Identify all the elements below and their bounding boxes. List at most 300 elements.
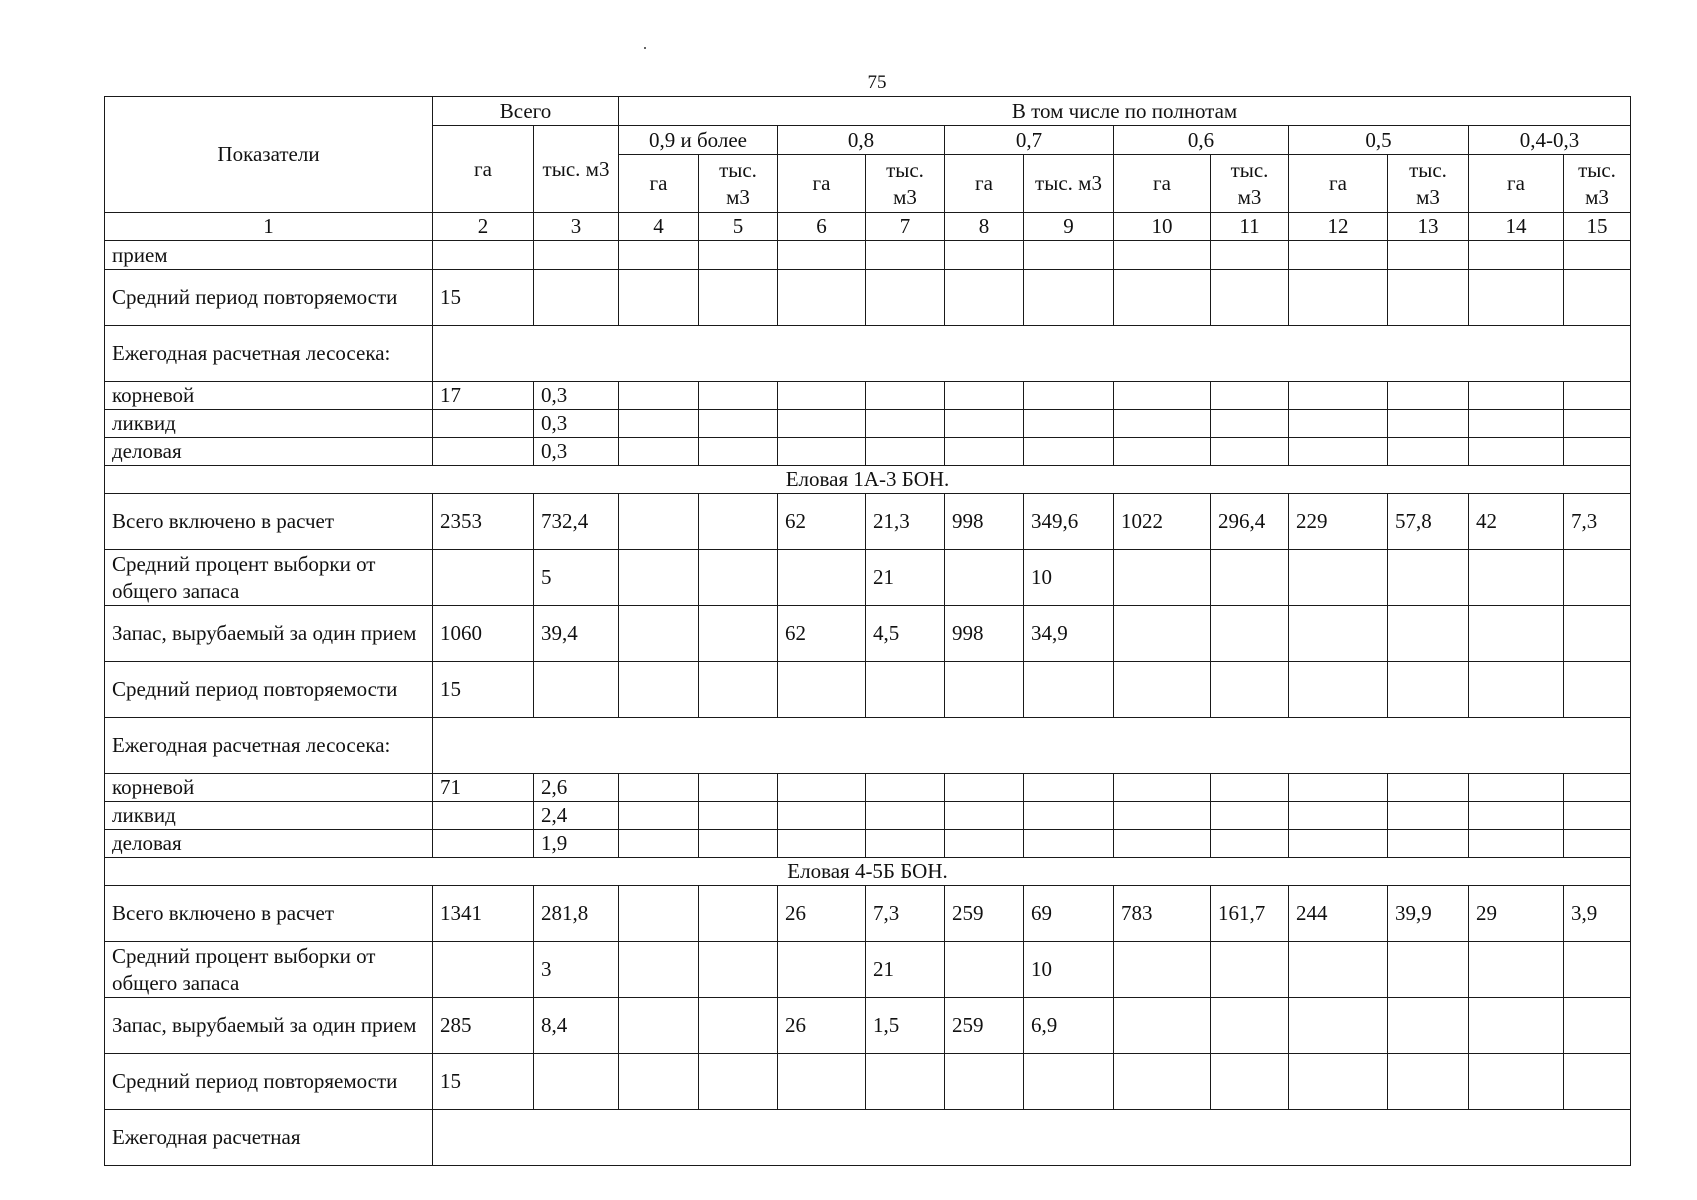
table-row (105, 774, 1631, 802)
row-label: Ежегодная расчетная лесосека: (105, 718, 433, 774)
table-cell (945, 830, 1024, 858)
table-cell (778, 662, 866, 718)
table-cell (1388, 1054, 1469, 1110)
table-cell (1388, 802, 1469, 830)
table-cell (1211, 998, 1289, 1054)
table-cell (1388, 270, 1469, 326)
table-cell (699, 998, 778, 1054)
row-label: ликвид (105, 410, 433, 438)
column-number: 13 (1388, 213, 1469, 241)
table-row (105, 942, 1631, 998)
table-cell (534, 270, 619, 326)
column-number: 1 (105, 213, 433, 241)
header-density-3-vol: тыс. м3 (1211, 155, 1289, 213)
header-total-vol: тыс. м3 (534, 126, 619, 213)
table-row (105, 1054, 1631, 1110)
table-cell (1564, 830, 1631, 858)
header-density-0: 0,9 и более (619, 126, 778, 155)
table-cell (619, 270, 699, 326)
table-cell (1469, 942, 1564, 998)
merged-cell (433, 1110, 1631, 1166)
table-cell (1564, 410, 1631, 438)
table-cell (778, 270, 866, 326)
column-number: 3 (534, 213, 619, 241)
table-cell (778, 550, 866, 606)
table-cell: 69 (1024, 886, 1114, 942)
table-cell (1388, 942, 1469, 998)
row-label: Средний период повторяемости (105, 1054, 433, 1110)
table-cell: 39,4 (534, 606, 619, 662)
table-cell (1114, 438, 1211, 466)
row-label: корневой (105, 382, 433, 410)
table-cell (699, 494, 778, 550)
table-cell (1469, 241, 1564, 270)
table-cell (1211, 241, 1289, 270)
table-row (105, 886, 1631, 942)
table-cell (1564, 1054, 1631, 1110)
table-cell: 3,9 (1564, 886, 1631, 942)
header-density-5-ha: га (1469, 155, 1564, 213)
table-cell: 10 (1024, 550, 1114, 606)
table-cell (1114, 830, 1211, 858)
row-label: Всего включено в расчет (105, 886, 433, 942)
table-cell (699, 438, 778, 466)
table-cell (1114, 606, 1211, 662)
table-cell: 244 (1289, 886, 1388, 942)
table-row (105, 410, 1631, 438)
table-cell (1289, 550, 1388, 606)
table-row (105, 438, 1631, 466)
row-label: ликвид (105, 802, 433, 830)
table-cell (1289, 942, 1388, 998)
table-cell (1289, 438, 1388, 466)
table-cell: 161,7 (1211, 886, 1289, 942)
table-cell (778, 438, 866, 466)
table-cell (699, 942, 778, 998)
table-cell (866, 410, 945, 438)
table-cell: 3 (534, 942, 619, 998)
table-cell (1388, 382, 1469, 410)
table-cell (433, 802, 534, 830)
column-number: 2 (433, 213, 534, 241)
table-cell (1289, 410, 1388, 438)
table-cell: 259 (945, 998, 1024, 1054)
table-cell (866, 382, 945, 410)
table-cell (699, 241, 778, 270)
table-cell (945, 662, 1024, 718)
header-density-2-vol: тыс. м3 (1024, 155, 1114, 213)
table-cell (1564, 382, 1631, 410)
header-density-5: 0,4-0,3 (1469, 126, 1631, 155)
table-cell (945, 438, 1024, 466)
table-cell (945, 550, 1024, 606)
table-cell (699, 830, 778, 858)
table-cell (1469, 410, 1564, 438)
table-cell: 349,6 (1024, 494, 1114, 550)
table-cell (433, 942, 534, 998)
table-cell (1114, 662, 1211, 718)
table-cell: 1022 (1114, 494, 1211, 550)
table-cell (1388, 438, 1469, 466)
table-cell (866, 802, 945, 830)
table-cell (1024, 241, 1114, 270)
table-cell (1289, 606, 1388, 662)
table-cell (433, 830, 534, 858)
table-cell: 0,3 (534, 410, 619, 438)
row-label: Средний процент выборки от общего запаса (105, 550, 433, 606)
row-label: деловая (105, 438, 433, 466)
page-number: 75 (867, 72, 887, 93)
row-label: Средний период повторяемости (105, 662, 433, 718)
table-cell (778, 774, 866, 802)
table-cell: 2,4 (534, 802, 619, 830)
section-row (105, 466, 1631, 494)
table-cell (1114, 774, 1211, 802)
table-cell: 15 (433, 662, 534, 718)
table-cell (866, 270, 945, 326)
table-cell (1469, 998, 1564, 1054)
table-cell (1024, 802, 1114, 830)
column-number: 7 (866, 213, 945, 241)
table-cell (1024, 410, 1114, 438)
header-density-1: 0,8 (778, 126, 945, 155)
table-cell (866, 1054, 945, 1110)
table-cell (1289, 662, 1388, 718)
column-number: 5 (699, 213, 778, 241)
scan-dot (644, 47, 646, 49)
table-cell (699, 774, 778, 802)
row-label: Запас, вырубаемый за один прием (105, 998, 433, 1054)
table-cell (1469, 382, 1564, 410)
table-cell (619, 438, 699, 466)
table-cell: 21 (866, 550, 945, 606)
table-cell (1469, 550, 1564, 606)
table-cell: 229 (1289, 494, 1388, 550)
table-row (105, 606, 1631, 662)
table-cell (1289, 830, 1388, 858)
table-cell: 281,8 (534, 886, 619, 942)
table-cell (534, 241, 619, 270)
table-cell: 4,5 (866, 606, 945, 662)
table-cell (619, 1054, 699, 1110)
table-cell: 7,3 (866, 886, 945, 942)
table-cell: 34,9 (1024, 606, 1114, 662)
table-cell (778, 802, 866, 830)
table-cell (1564, 241, 1631, 270)
table-cell: 1060 (433, 606, 534, 662)
table-cell (1388, 241, 1469, 270)
table-cell (778, 241, 866, 270)
table-row (105, 241, 1631, 270)
table-cell (699, 886, 778, 942)
table-cell (1024, 270, 1114, 326)
table-cell: 296,4 (1211, 494, 1289, 550)
table-cell: 1,5 (866, 998, 945, 1054)
table-cell: 15 (433, 1054, 534, 1110)
row-label: Средний процент выборки от общего запаса (105, 942, 433, 998)
table-cell (866, 662, 945, 718)
table-cell (1114, 270, 1211, 326)
table-cell (1564, 998, 1631, 1054)
table-cell (619, 382, 699, 410)
table-cell (1388, 830, 1469, 858)
table-cell: 5 (534, 550, 619, 606)
row-label: Ежегодная расчетная (105, 1110, 433, 1166)
header-density-0-ha: га (619, 155, 699, 213)
table-cell: 7,3 (1564, 494, 1631, 550)
table-cell (945, 942, 1024, 998)
section-row (105, 858, 1631, 886)
table-cell (945, 410, 1024, 438)
table-cell (1289, 382, 1388, 410)
row-label: Всего включено в расчет (105, 494, 433, 550)
table-cell (1024, 774, 1114, 802)
table-cell (1024, 1054, 1114, 1110)
table-cell (1564, 270, 1631, 326)
table-cell (866, 241, 945, 270)
table-cell: 39,9 (1388, 886, 1469, 942)
table-cell (699, 662, 778, 718)
table-cell: 62 (778, 494, 866, 550)
table-cell (534, 1054, 619, 1110)
table-cell (1211, 438, 1289, 466)
header-total: Всего (433, 97, 619, 126)
table-cell (1388, 410, 1469, 438)
merged-cell (433, 326, 1631, 382)
table-cell (1388, 774, 1469, 802)
table-cell (699, 382, 778, 410)
table-cell (1211, 942, 1289, 998)
table-cell (1469, 1054, 1564, 1110)
table-row (105, 270, 1631, 326)
table-cell (778, 830, 866, 858)
table-cell (619, 830, 699, 858)
row-label: деловая (105, 830, 433, 858)
table-cell (1388, 606, 1469, 662)
table-cell (619, 802, 699, 830)
row-label: прием (105, 241, 433, 270)
table-cell (1024, 830, 1114, 858)
header-density-4-ha: га (1289, 155, 1388, 213)
table-cell: 10 (1024, 942, 1114, 998)
table-cell (945, 774, 1024, 802)
header-density-4-vol: тыс. м3 (1388, 155, 1469, 213)
table-cell (778, 1054, 866, 1110)
table-cell (1469, 606, 1564, 662)
table-cell (619, 998, 699, 1054)
table-row (105, 998, 1631, 1054)
merged-cell (433, 718, 1631, 774)
table-cell (1211, 550, 1289, 606)
table-row (105, 802, 1631, 830)
table-cell (1289, 802, 1388, 830)
table-cell: 2,6 (534, 774, 619, 802)
table-cell: 732,4 (534, 494, 619, 550)
table-cell (945, 270, 1024, 326)
table-cell (1289, 270, 1388, 326)
table-row (105, 382, 1631, 410)
table-cell: 0,3 (534, 382, 619, 410)
table-row (105, 1110, 1631, 1166)
table-cell (1114, 382, 1211, 410)
table-cell: 285 (433, 998, 534, 1054)
table-cell (778, 942, 866, 998)
table-cell: 21,3 (866, 494, 945, 550)
table-cell (699, 1054, 778, 1110)
header-density-0-vol: тыс. м3 (699, 155, 778, 213)
table-cell (1289, 774, 1388, 802)
table-cell (1564, 550, 1631, 606)
header-density-3-ha: га (1114, 155, 1211, 213)
column-number: 12 (1289, 213, 1388, 241)
table-cell (1469, 270, 1564, 326)
table-cell: 26 (778, 886, 866, 942)
table-cell: 21 (866, 942, 945, 998)
table-cell (1211, 382, 1289, 410)
column-number: 14 (1469, 213, 1564, 241)
table-cell (945, 802, 1024, 830)
table-cell (619, 774, 699, 802)
header-total-ha: га (433, 126, 534, 213)
section-title: Еловая 4-5Б БОН. (105, 858, 1631, 886)
table-cell (866, 774, 945, 802)
table-cell (1211, 662, 1289, 718)
table-cell: 259 (945, 886, 1024, 942)
table-cell (1114, 998, 1211, 1054)
table-cell (1211, 270, 1289, 326)
section-title: Еловая 1А-3 БОН. (105, 466, 1631, 494)
table-cell: 57,8 (1388, 494, 1469, 550)
row-label: корневой (105, 774, 433, 802)
table-cell (1024, 382, 1114, 410)
column-number: 4 (619, 213, 699, 241)
header-density-4: 0,5 (1289, 126, 1469, 155)
table-cell: 71 (433, 774, 534, 802)
table-cell: 42 (1469, 494, 1564, 550)
header-density-5-vol: тыс. м3 (1564, 155, 1631, 213)
table-cell (945, 382, 1024, 410)
table-cell (1564, 774, 1631, 802)
table-cell (1388, 998, 1469, 1054)
table-cell (1469, 830, 1564, 858)
row-label: Ежегодная расчетная лесосека: (105, 326, 433, 382)
table-cell (945, 241, 1024, 270)
table-cell (619, 942, 699, 998)
table-cell (1564, 438, 1631, 466)
table-cell: 26 (778, 998, 866, 1054)
table-cell (1564, 606, 1631, 662)
table-cell (619, 606, 699, 662)
forest-stock-table (104, 96, 1631, 1166)
table-row (105, 718, 1631, 774)
table-cell (699, 802, 778, 830)
row-label: Средний период повторяемости (105, 270, 433, 326)
table-cell (1469, 438, 1564, 466)
table-cell (433, 438, 534, 466)
column-number: 9 (1024, 213, 1114, 241)
table-cell (1114, 241, 1211, 270)
table-cell: 0,3 (534, 438, 619, 466)
table-cell (1114, 942, 1211, 998)
table-cell (1289, 241, 1388, 270)
table-cell (1469, 774, 1564, 802)
table-cell (1388, 550, 1469, 606)
table-cell (433, 241, 534, 270)
column-number: 11 (1211, 213, 1289, 241)
table-cell (619, 550, 699, 606)
table-cell: 1,9 (534, 830, 619, 858)
table-cell (433, 550, 534, 606)
header-density-3: 0,6 (1114, 126, 1289, 155)
column-number: 10 (1114, 213, 1211, 241)
table-cell (1024, 662, 1114, 718)
table-row (105, 326, 1631, 382)
table-cell (619, 410, 699, 438)
column-number: 6 (778, 213, 866, 241)
table-cell: 6,9 (1024, 998, 1114, 1054)
header-density-1-ha: га (778, 155, 866, 213)
table-cell: 29 (1469, 886, 1564, 942)
table-cell (1114, 410, 1211, 438)
table-cell: 783 (1114, 886, 1211, 942)
table-cell: 998 (945, 494, 1024, 550)
table-cell: 15 (433, 270, 534, 326)
column-number: 8 (945, 213, 1024, 241)
table-cell (1564, 942, 1631, 998)
table-cell: 8,4 (534, 998, 619, 1054)
table-cell: 998 (945, 606, 1024, 662)
table-row (105, 662, 1631, 718)
table-cell (1211, 774, 1289, 802)
table-cell (619, 241, 699, 270)
table-cell (1289, 998, 1388, 1054)
table-cell (619, 662, 699, 718)
table-cell (1211, 410, 1289, 438)
table-cell (619, 886, 699, 942)
header-density-1-vol: тыс. м3 (866, 155, 945, 213)
table-cell (866, 438, 945, 466)
table-cell (1564, 802, 1631, 830)
table-row (105, 830, 1631, 858)
table-cell (1024, 438, 1114, 466)
table-cell: 1341 (433, 886, 534, 942)
table-cell (1114, 550, 1211, 606)
table-cell (1388, 662, 1469, 718)
table-cell (1114, 802, 1211, 830)
header-density-2-ha: га (945, 155, 1024, 213)
table-cell (778, 410, 866, 438)
table-row (105, 550, 1631, 606)
header-density-2: 0,7 (945, 126, 1114, 155)
table-cell (699, 270, 778, 326)
table-cell (699, 606, 778, 662)
table-cell (699, 550, 778, 606)
table-cell (1211, 802, 1289, 830)
table-row (105, 494, 1631, 550)
table-cell (433, 410, 534, 438)
table-cell (1211, 1054, 1289, 1110)
table-cell (1211, 830, 1289, 858)
table-cell (619, 494, 699, 550)
table-cell (1289, 1054, 1388, 1110)
table-cell (1469, 662, 1564, 718)
header-by-density: В том числе по полнотам (619, 97, 1631, 126)
table-cell: 62 (778, 606, 866, 662)
column-number: 15 (1564, 213, 1631, 241)
table-cell (1211, 606, 1289, 662)
table-cell (534, 662, 619, 718)
header-indicators: Показатели (105, 97, 433, 213)
